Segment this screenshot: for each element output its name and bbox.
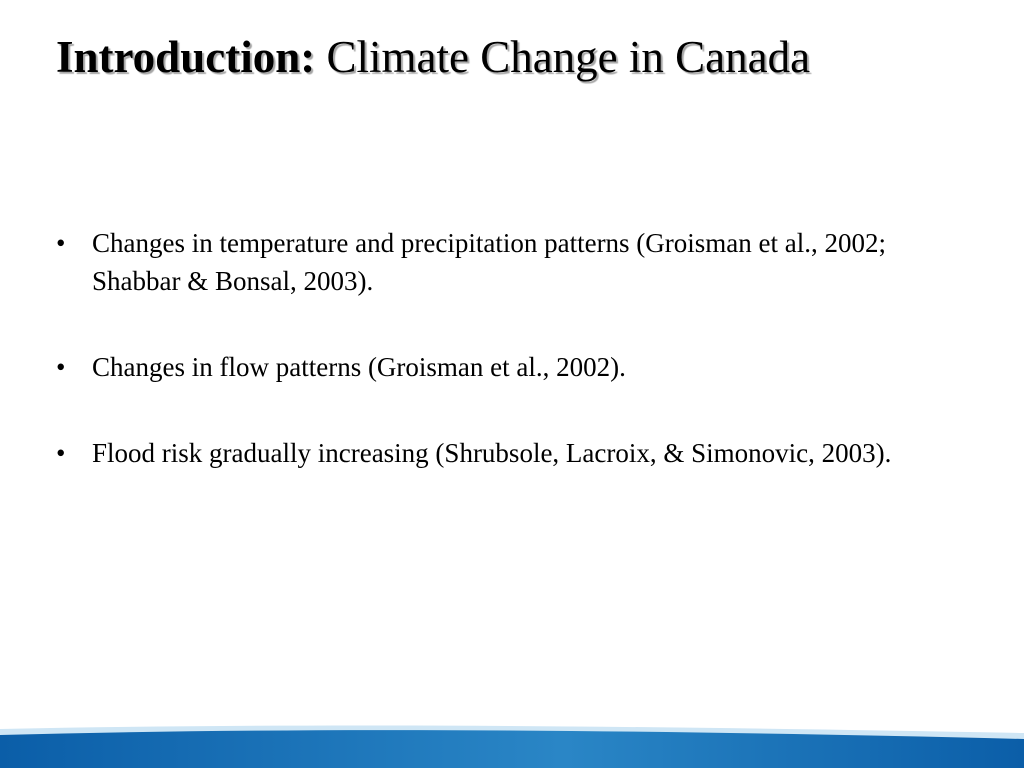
- bullet-item: [56, 434, 976, 472]
- bullet-text: Changes in flow patterns (Groisman et al., 2002).: [92, 352, 626, 382]
- bullet-dot-icon: •: [56, 438, 66, 468]
- bullet-list: [56, 224, 976, 520]
- bullet-text: Flood risk gradually increasing (Shrubsole, Lacroix, & Simonovic, 2003).: [92, 438, 892, 468]
- bullet-item: [56, 348, 976, 386]
- band-fill: [0, 730, 1024, 768]
- bullet-text: Changes in temperature and precipitation patterns (Groisman et al., 2002; Shabbar & Bonsal, 2003).: [92, 228, 887, 296]
- bullet-item: [56, 224, 976, 300]
- slide-title: [56, 30, 810, 84]
- title-bold-part: Introduction:: [56, 32, 316, 82]
- bullet-dot-icon: •: [56, 352, 66, 382]
- decorative-wave-band: [0, 715, 1024, 768]
- bullet-dot-icon: •: [56, 228, 66, 258]
- title-rest-part: Climate Change in Canada: [315, 32, 811, 82]
